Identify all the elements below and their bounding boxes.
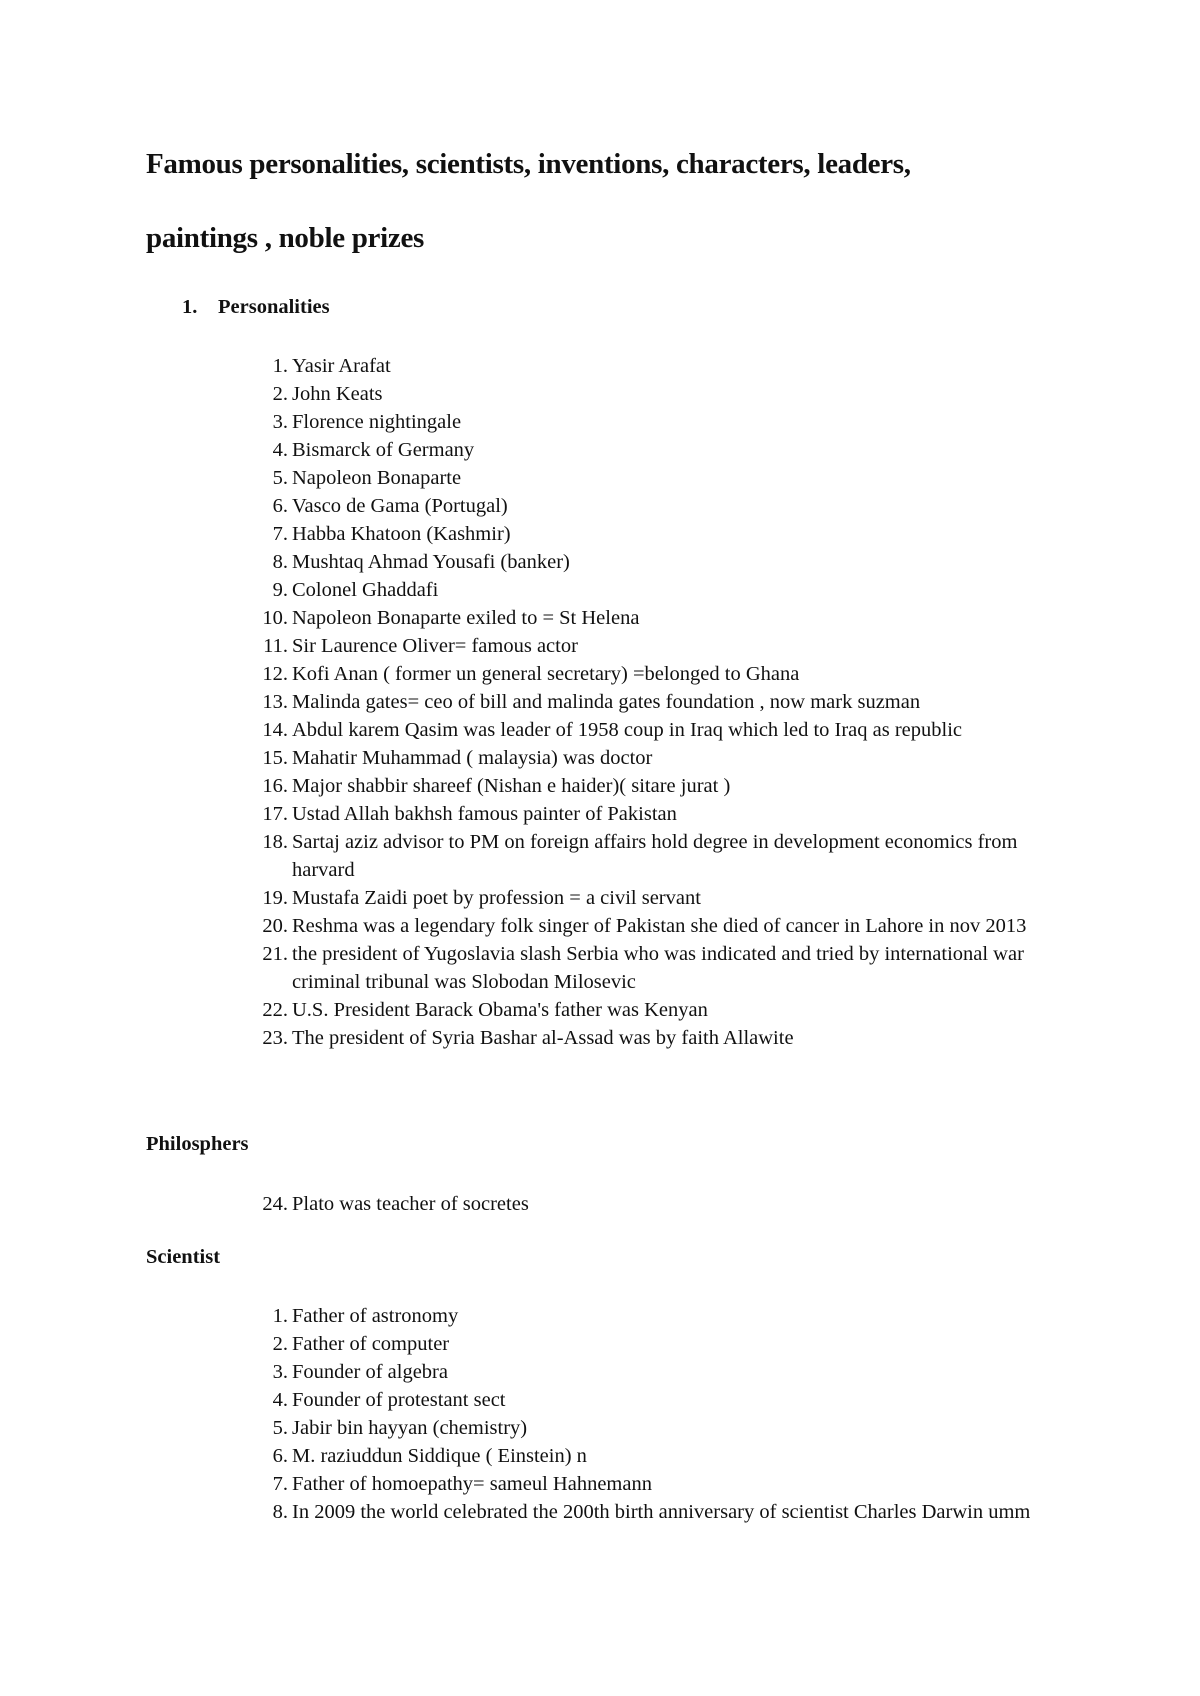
list-item-text: Father of computer bbox=[292, 1333, 450, 1355]
list-item-text: M. raziuddun Siddique ( Einstein) n bbox=[292, 1445, 587, 1467]
list-item-text: U.S. President Barack Obama's father was Kenyan bbox=[292, 999, 708, 1021]
list-item bbox=[0, 688, 1082, 716]
list-item-number: 24. bbox=[262, 1193, 288, 1215]
scientist-list bbox=[0, 1302, 1082, 1526]
list-item bbox=[0, 772, 1082, 800]
list-item bbox=[0, 940, 1082, 996]
list-item bbox=[0, 1302, 1082, 1330]
list-item-text: Father of astronomy bbox=[292, 1305, 459, 1327]
list-item bbox=[0, 1358, 1082, 1386]
list-item bbox=[0, 380, 1082, 408]
list-item bbox=[0, 352, 1082, 380]
list-item bbox=[0, 1190, 1082, 1218]
list-item bbox=[0, 464, 1082, 492]
list-item bbox=[0, 1330, 1082, 1358]
list-item-text: Sartaj aziz advisor to PM on foreign affairs hold degree in development economics from harvard bbox=[292, 831, 1018, 881]
list-item-number: 10. bbox=[262, 607, 288, 629]
list-item-text: Reshma was a legendary folk singer of Pakistan she died of cancer in Lahore in nov 2013 bbox=[292, 915, 1027, 937]
document-title-line-1: Famous personalities, scientists, inventions, characters, leaders, bbox=[146, 148, 911, 180]
list-item-text: Founder of protestant sect bbox=[292, 1389, 506, 1411]
list-item-number: 1. bbox=[272, 355, 288, 377]
list-item bbox=[0, 716, 1082, 744]
section-number: 1. bbox=[182, 296, 198, 318]
list-item-text: Mustafa Zaidi poet by profession = a civil servant bbox=[292, 887, 701, 909]
list-item bbox=[0, 548, 1082, 576]
list-item-number: 16. bbox=[262, 775, 288, 797]
list-item bbox=[0, 1386, 1082, 1414]
list-item bbox=[0, 520, 1082, 548]
list-item-number: 23. bbox=[262, 1027, 288, 1049]
list-item bbox=[0, 1024, 1082, 1052]
list-item-number: 15. bbox=[262, 747, 288, 769]
list-item-text: Mushtaq Ahmad Yousafi (banker) bbox=[292, 551, 570, 573]
list-item-number: 8. bbox=[272, 1501, 288, 1523]
list-item-text: Napoleon Bonaparte bbox=[292, 467, 462, 489]
list-item-number: 5. bbox=[272, 467, 288, 489]
list-item bbox=[0, 576, 1082, 604]
list-item-number: 14. bbox=[262, 719, 288, 741]
list-item bbox=[0, 408, 1082, 436]
list-item-number: 21. bbox=[262, 943, 288, 965]
list-item-number: 18. bbox=[262, 831, 288, 853]
list-item-number: 4. bbox=[272, 1389, 288, 1411]
list-item-number: 11. bbox=[263, 635, 288, 657]
list-item-number: 1. bbox=[272, 1305, 288, 1327]
list-item-number: 5. bbox=[272, 1417, 288, 1439]
list-item-text: the president of Yugoslavia slash Serbia who was indicated and tried by international war criminal tribunal was Slobodan Milosevic bbox=[292, 943, 1024, 993]
list-item-number: 3. bbox=[272, 1361, 288, 1383]
list-item-text: Ustad Allah bakhsh famous painter of Pakistan bbox=[292, 803, 677, 825]
list-item-number: 6. bbox=[272, 495, 288, 517]
section-heading-philosophers: Philosphers bbox=[146, 1133, 249, 1155]
list-item-text: Malinda gates= ceo of bill and malinda gates foundation , now mark suzman bbox=[292, 691, 921, 713]
list-item-number: 3. bbox=[272, 411, 288, 433]
list-item-text: Founder of algebra bbox=[292, 1361, 448, 1383]
list-item-number: 9. bbox=[272, 579, 288, 601]
list-item-text: In 2009 the world celebrated the 200th birth anniversary of scientist Charles Darwin umm bbox=[292, 1501, 1031, 1523]
list-item-text: Abdul karem Qasim was leader of 1958 coup in Iraq which led to Iraq as republic bbox=[292, 719, 963, 741]
list-item-text: Mahatir Muhammad ( malaysia) was doctor bbox=[292, 747, 653, 769]
list-item-text: Bismarck of Germany bbox=[292, 439, 475, 461]
list-item-text: Vasco de Gama (Portugal) bbox=[292, 495, 508, 517]
list-item-text: Yasir Arafat bbox=[292, 355, 391, 377]
philosophers-list bbox=[0, 1190, 1082, 1218]
list-item bbox=[0, 800, 1082, 828]
list-item bbox=[0, 492, 1082, 520]
list-item bbox=[0, 884, 1082, 912]
list-item-number: 12. bbox=[262, 663, 288, 685]
document-title-line-2: paintings , noble prizes bbox=[146, 222, 425, 254]
list-item bbox=[0, 1414, 1082, 1442]
list-item bbox=[0, 604, 1082, 632]
list-item-number: 6. bbox=[272, 1445, 288, 1467]
list-item-text: Plato was teacher of socretes bbox=[292, 1193, 529, 1215]
list-item bbox=[0, 912, 1082, 940]
list-item-number: 4. bbox=[272, 439, 288, 461]
list-item bbox=[0, 1470, 1082, 1498]
list-item bbox=[0, 1442, 1082, 1470]
list-item-text: Major shabbir shareef (Nishan e haider)( sitare jurat ) bbox=[292, 775, 731, 797]
list-item-text: The president of Syria Bashar al-Assad was by faith Allawite bbox=[292, 1027, 794, 1049]
list-item-text: John Keats bbox=[292, 383, 383, 405]
list-item-number: 22. bbox=[262, 999, 288, 1021]
list-item bbox=[0, 828, 1082, 884]
list-item-number: 2. bbox=[272, 383, 288, 405]
list-item bbox=[0, 632, 1082, 660]
list-item-number: 17. bbox=[262, 803, 288, 825]
list-item-number: 20. bbox=[262, 915, 288, 937]
list-item-text: Florence nightingale bbox=[292, 411, 462, 433]
list-item-text: Napoleon Bonaparte exiled to = St Helena bbox=[292, 607, 640, 629]
section-heading-personalities bbox=[182, 296, 330, 319]
list-item bbox=[0, 996, 1082, 1024]
list-item-text: Father of homoepathy= sameul Hahnemann bbox=[292, 1473, 652, 1495]
list-item-number: 13. bbox=[262, 691, 288, 713]
list-item-text: Kofi Anan ( former un general secretary) =belonged to Ghana bbox=[292, 663, 800, 685]
list-item-number: 2. bbox=[272, 1333, 288, 1355]
list-item-text: Sir Laurence Oliver= famous actor bbox=[292, 635, 578, 657]
list-item-text: Colonel Ghaddafi bbox=[292, 579, 439, 601]
list-item bbox=[0, 660, 1082, 688]
list-item-number: 19. bbox=[262, 887, 288, 909]
section-heading-scientist: Scientist bbox=[146, 1246, 221, 1268]
list-item-number: 8. bbox=[272, 551, 288, 573]
list-item-text: Jabir bin hayyan (chemistry) bbox=[292, 1417, 528, 1439]
list-item-number: 7. bbox=[272, 523, 288, 545]
list-item bbox=[0, 436, 1082, 464]
section-heading-label: Personalities bbox=[218, 296, 330, 318]
list-item-text: Habba Khatoon (Kashmir) bbox=[292, 523, 511, 545]
list-item bbox=[0, 1498, 1082, 1526]
list-item-number: 7. bbox=[272, 1473, 288, 1495]
personalities-list bbox=[0, 352, 1082, 1052]
list-item bbox=[0, 744, 1082, 772]
